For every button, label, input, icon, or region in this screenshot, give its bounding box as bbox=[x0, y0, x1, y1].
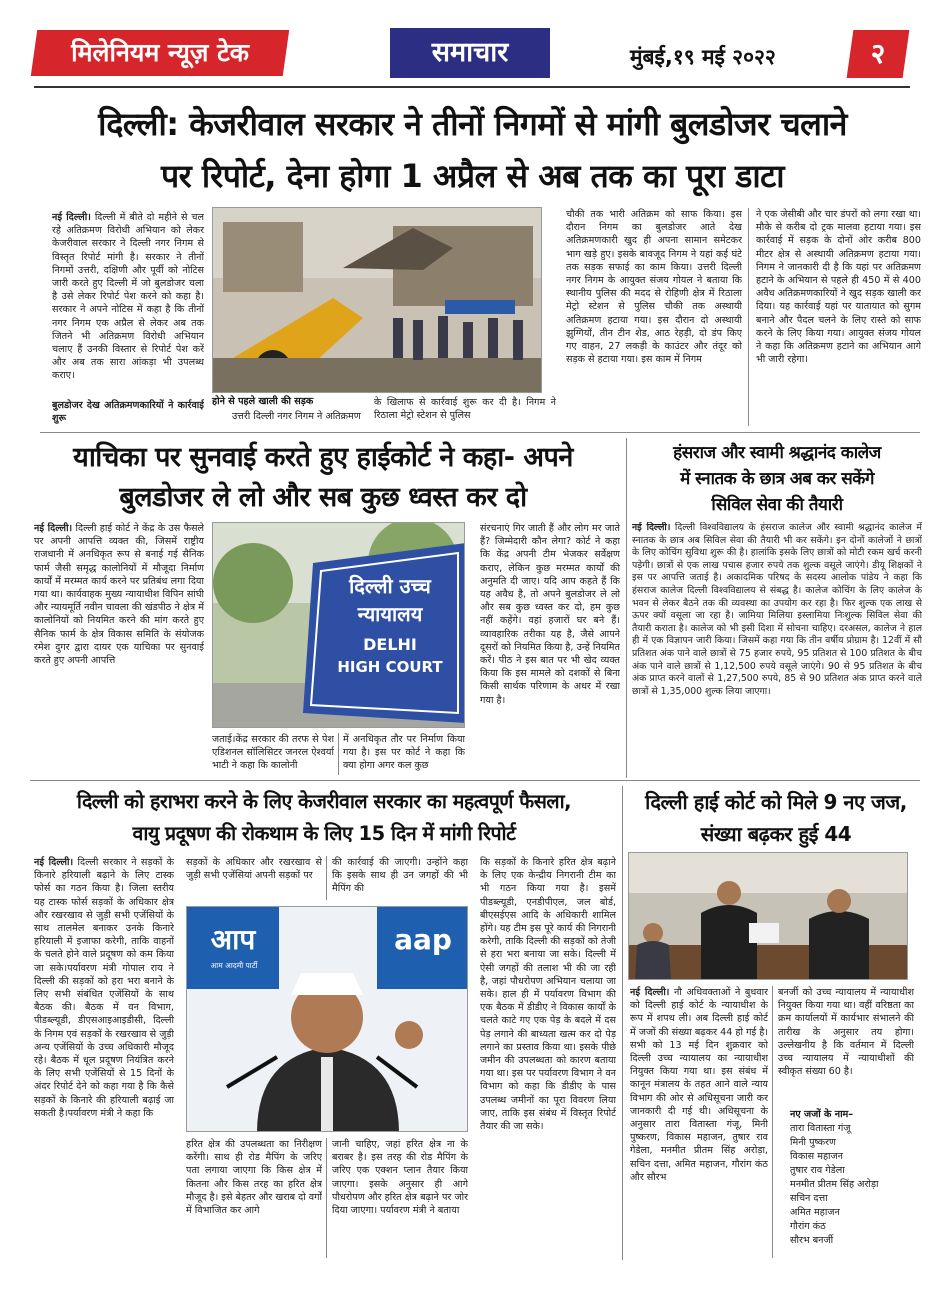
oath-ceremony-scene bbox=[629, 853, 908, 980]
story4-headline-line1: दिल्ली को हराभरा करने के लिए केजरीवाल सरकार का महत्वपूर्ण फैसला, bbox=[76, 790, 572, 813]
judge-name: तुषार राव गेडेला bbox=[790, 1165, 845, 1176]
story3-body bbox=[632, 522, 922, 776]
judge-name: विकास महाजन bbox=[790, 1151, 843, 1162]
story1-col4: ने एक जेसीबी और चार डंपरों को लगा रखा था। मौके से करीब दो ट्रक मालवा हटाया गया। इस कार्रवाई में सड़क के दोनों ओर करीब 800 मीटर क्षेत्र से अस्थायी अतिक्रमण हटाया गया। निगम ने जानकारी दी है कि यहां पर अतिक्रमण हटाने के अभियान से पहले ही 450 में से 400 अवैध अतिक्रमणकारियों ने खुद सड़क खाली कर दिया। यह कार्रवाई यहां पर यातायात को सुगम बनाने और पैदल चलने के लिए रास्ते को साफ करने के लिए किया गया। आयुक्त संजय गोयल ने कहा कि अतिक्रमण हटाने का अभियान आगे भी जारी रहेगा। bbox=[756, 209, 921, 366]
story3-headline-line1: हंसराज और स्वामी श्रद्धानंद कालेज bbox=[673, 443, 881, 463]
story4-divider-a bbox=[326, 856, 327, 900]
story1-headline-line1: दिल्ली: केजरीवाल सरकार ने तीनों निगमों से मांगी बुलडोजर चलाने bbox=[98, 105, 847, 143]
story4-col4: कि सड़कों के किनारे हरित क्षेत्र बढ़ाने के लिए एक केन्द्रीय निगरानी टीम का भी गठन किया गया है। इसमें पीडब्ल्यूडी, एनडीपीएल, जल बोर्ड, बीएसईएस आदि के अधिकारी शामिल होंगे। यह टीम इस पूरे कार्य की निगरानी करेगी, ताकि दिल्ली की सड़कों को तेजी से हरा भरा बनाया जा सके। दिल्ली में ऐसी जगहों की तलाश भी की जा रही है, जहां पौधरोपण अभियान चलाया जा सके। हाल ही में पर्यावरण विभाग की एक बैठक में डीडीए ने विकास कार्यों के चलते काटे गए एक पेड़ के बदले में दस पेड़ लगाने की बाध्यता खत्म कर दो पेड़ लगाने का प्रस्ताव किया था। इसके पीछे जमीन की उपलब्धता को कारण बताया गया था। इस पर पर्यावरण विभाग ने वन विभाग को कहा कि डीडीए के पास उपलब्ध जमीनों का पूरा विवरण लिया जाए, ताकि इस संबंध में विस्तृत रिपोर्ट तैयार की जा सके। bbox=[480, 857, 616, 1133]
story2-divider-mid bbox=[338, 733, 339, 775]
paper-name: मिलेनियम न्यूज़ टेक bbox=[71, 38, 249, 67]
story4-dateline: नई दिल्ली। bbox=[34, 857, 74, 868]
story4-headline-line2: वायु प्रदूषण की रोकथाम के लिए 15 दिन में मांगी रिपोर्ट bbox=[132, 822, 516, 845]
story5-col2: बनर्जी को उच्च न्यायालय में न्यायाधीश नियुक्त किया गया था। वहीं वरिष्ठता का क्रम कार्यालयों में कार्यभार संभालने की तारीख के अनुसार तय होगा। उल्लेखनीय है कि वर्तमान में दिल्ली उच्च न्यायालय में न्यायाधीशों की स्वीकृत संख्या 60 है। bbox=[778, 987, 914, 1078]
story2-story3-divider bbox=[626, 438, 627, 778]
story5-headline-line1: दिल्ली हाई कोर्ट को मिले 9 नए जज, bbox=[645, 790, 907, 814]
story4-col3-bottom: जानी चाहिए, जहां हरित क्षेत्र ना के बराबर है। इस तरह की रोड मैपिंग के जरिए एक एक्शन प्लान तैयार किया जाएगा। इसके अनुसार ही आगे पौधरोपण और हरित क्षेत्र बढ़ाने पर जोर दिया जाएगा। पर्यावरण मंत्री ने बताया bbox=[332, 1139, 468, 1217]
judge-name: अमित महाजन bbox=[790, 1207, 840, 1218]
story2-below-photo-b: में अनधिकृत तौर पर निर्माण किया गया है। इस पर कोर्ट ने कहा कि क्या होगा अगर कल कुछ bbox=[343, 734, 465, 772]
judge-name: तारा वितास्ता गंजू bbox=[790, 1123, 851, 1134]
story1-bottom-rule bbox=[40, 432, 920, 433]
judges-oath-photo bbox=[628, 852, 908, 980]
story3-body-text: दिल्ली विश्वविद्यालय के हंसराज कालेज और स्वामी श्रद्धानंद कालेज में स्नातक के छात्र अब सिविल सेवा की तैयारी भी कर सकेंगे। इन दोनों कालेजों ने छात्रों के लिए कोचिंग सुविधा शुरू की है। हालांकि इसके लिए छात्रों को मोटी रकम खर्च करनी पड़ेगी। छात्रों से एक लाख पचास हजार रुपये तक शुल्क वसूले जाएंगे। डीयू शिक्षकों ने इस पर आपत्ति जताई है। अकादमिक परिषद के सदस्य आलोक पांडेय ने कहा कि हंसराज कालेज दिल्ली विश्वविद्यालय से संबद्ध है। कालेज कोचिंग के लिए कालेज के भवन से लेकर बैठने तक की व्यवस्था का उपयोग कर रहा है। फिर शुल्क एक लाख से ऊपर क्यों वसूला जा रहा है। जामिया मिलिया इस्लामिया निःशुल्क सिविल सेवा की तैयारी कराता है। कालेज को भी इसी दिशा में सोचना चाहिए। दरअसल, कालेज ने हाल ही में एक विज्ञापन जारी किया। जिसमें कहा गया कि तीन वर्षीय प्रोग्राम है। 12वीं में सौ प्रतिशत अंक पाने वाले छात्रों से 75 हजार रुपये, 95 प्रतिशत से 100 प्रतिशत के बीच अंक पाने वाले छात्रों से 1,12,500 रुपये वसूले जाएंगे। 90 से 95 प्रतिशत के बीच अंक प्राप्त करने वालों से 1,27,500 रुपये, 85 से 90 प्रतिशत अंक प्राप्त करने वाले छात्रों से 1,35,000 शुल्क लिया जाएगा। bbox=[632, 522, 922, 697]
story1-col1-tail: बुलडोजर देख अतिक्रमणकारियों ने कार्रवाई शुरू bbox=[52, 400, 204, 425]
story4-col3-top: की कार्रवाई की जाएगी। उन्होंने कहा कि इसके साथ ही उन जगहों की भी मैपिंग की bbox=[332, 857, 468, 895]
aap-board-left: आप bbox=[210, 923, 256, 956]
story1-col1 bbox=[52, 211, 204, 387]
story4-col1-text: दिल्ली सरकार ने सड़कों के किनारे हरियाली बढ़ाने के लिए टास्क फोर्स का गठन किया है। जिला स्तरीय यह टास्क फोर्स सड़कों के अधिकार क्षेत्र और रखरखाव से जुड़ी सभी एजेंसियों के साथ तालमेल बनाकर उनके किनारे हरियाली में इजाफा करेगी, ताकि वाहनों के चलते होने वाले प्रदूषण को कम किया जा सके।पर्यावरण मंत्री गोपाल राय ने दिल्ली की सड़कों को हरा भरा बनाने के लिए सभी संबंधित एजेंसियों के साथ बैठक की। बैठक में वन विभाग, पीडब्ल्यूडी, डीएसआइआइडीसी, दिल्ली के निगम एवं सड़कों के रखरखाव से जुड़ी अन्य एजेंसियों के उच्च अधिकारी मौजूद रहे। बैठक में धूल प्रदूषण नियंत्रित करने के लिए सभी एजेंसियों से 15 दिनों के अंदर रिपोर्ट देने को कहा गया है कि कैसे सड़कों के किनारे की हरियाली बढ़ाई जा सकती है।पर्यावरण मंत्री ने कहा कि bbox=[34, 857, 174, 1119]
story2-col4: संरचनाएं गिर जाती हैं और लोग मर जाते हैं? जिम्मेदारी कौन लेगा? कोर्ट ने कहा कि केंद्र अपनी टीम भेजकर सर्वेक्षण कराए, लेकिन कुछ मरम्मत कार्यों की अनुमति दी जाए। यदि आप कहते हैं कि यह अवैध है, तो अपने बुलडोजर ले लो और सब कुछ ध्वस्त कर दो, हम कुछ नहीं कहेंगे। वहां हजारों घर बने हैं। व्यावहारिक तरीका यह है, जैसे आपने दूसरों को नियमित किया है, उन्हें नियमित करें। पीठ ने इस बात पर भी खेद व्यक्त किया कि इस मामले को दशकों से बिना किसी सार्थक परिणाम के अधर में रखा गया है। bbox=[480, 523, 620, 706]
story1-divider-right bbox=[748, 208, 749, 426]
story1-photo-below: उत्तरी दिल्ली नगर निगम ने अतिक्रमण bbox=[232, 411, 361, 422]
judge-name: गौरांग कंठ bbox=[790, 1221, 826, 1232]
story4-col2-bottom: हरित क्षेत्र की उपलब्धता का निरीक्षण करेंगी। साथ ही रोड मैपिंग के जरिए पता लगाया जाएगा कि किस क्षेत्र में कितना और किस तरह का हरित क्षेत्र मौजूद है। इसे बेहतर और खराब दो वर्गों में विभाजित कर आगे bbox=[186, 1139, 322, 1217]
story5-col1 bbox=[630, 986, 768, 1258]
story2-col1 bbox=[34, 522, 204, 776]
story1-mid-below: के खिलाफ से कार्रवाई शुरू कर दी है। निगम ने रिठाला मेट्रो स्टेशन से पुलिस bbox=[374, 397, 556, 422]
page-number: २ bbox=[870, 37, 886, 70]
bulldozer-photo bbox=[212, 207, 542, 393]
story2-dateline: नई दिल्ली। bbox=[34, 523, 73, 534]
story4-divider-b bbox=[326, 1138, 327, 1258]
story3-headline-line2: में स्नातक के छात्र अब कर सकेंगे bbox=[680, 469, 874, 489]
story5-col1-text: नौ अधिवक्ताओं ने बुधवार को दिल्ली हाई कोर्ट के न्यायाधीश के रूप में शपथ ली। अब दिल्ली हाई कोर्ट में जजों की संख्या बढ़कर 44 हो गई है। सभी को 13 मई दिन शुक्रवार को दिल्ली उच्च न्यायालय का न्यायाधीश नियुक्त किया गया था। इस संबंध में कानून मंत्रालय के तहत आने वाले न्याय विभाग की ओर से अधिसूचना जारी कर जानकारी दी गई थी। अधिसूचना के अनुसार तारा वितास्ता गंजू, मिनी पुष्करण, विकास महाजन, तुषार राव गेडेला, मनमीत प्रीतम सिंह अरोड़ा, सचिन दत्ता, अमित महाजन, गौरांग कंठ और सौरभ bbox=[630, 987, 768, 1183]
sign-line-hindi-1: दिल्ली उच्च bbox=[349, 574, 431, 598]
minister-press-photo bbox=[186, 906, 468, 1132]
story1-photo-caption: होने से पहले खाली की सड़क bbox=[212, 396, 314, 407]
aap-board-right: aap bbox=[394, 923, 452, 956]
sign-line-english-1: DELHI bbox=[363, 635, 417, 654]
story1-dateline: नई दिल्ली। bbox=[52, 212, 91, 223]
bulldozer-scene-icon bbox=[213, 208, 542, 393]
story2-headline-line1: याचिका पर सुनवाई करते हुए हाईकोर्ट ने कहा- अपने bbox=[73, 442, 573, 473]
story2-headline-line2: बुलडोजर ले लो और सब कुछ ध्वस्त कर दो bbox=[119, 482, 527, 513]
story3-headline-line3: सिविल सेवा की तैयारी bbox=[711, 495, 843, 515]
judges-list bbox=[790, 1108, 918, 1248]
judge-name: सचिन दत्ता bbox=[790, 1193, 828, 1204]
story5-headline-line2: संख्या बढ़कर हुई 44 bbox=[700, 822, 852, 846]
masthead-rule bbox=[34, 86, 910, 88]
story5-dateline: नई दिल्ली। bbox=[630, 987, 670, 998]
aap-board-sub: आम आदमी पार्टी bbox=[210, 961, 258, 970]
date-line: मुंबई,१९ मई २०२२ bbox=[630, 45, 776, 69]
story4-story5-divider bbox=[622, 786, 623, 1260]
judge-name: मिनी पुष्करण bbox=[790, 1137, 836, 1148]
story3-dateline: नई दिल्ली। bbox=[632, 522, 671, 533]
story5-divider bbox=[772, 986, 773, 1258]
high-court-photo bbox=[212, 522, 465, 728]
judges-list-title: नए जजों के नाम– bbox=[790, 1109, 854, 1120]
sign-line-english-2: HIGH COURT bbox=[337, 658, 443, 676]
judge-name: मनमीत प्रीतम सिंह अरोड़ा bbox=[790, 1179, 879, 1190]
story1-col3: चौकी तक भारी अतिक्रम को साफ किया। इस दौरान निगम का बुलडोजर आते देख अतिक्रमणकारी खुद ही अपना सामान समेटकर भाग खड़े हुए। इसके बावजूद निगम ने यहां कई घंटे तक सड़क सफाई का काम किया। उत्तरी दिल्ली नगर निगम के आयुक्त संजय गोयल ने बताया कि स्थानीय पुलिस की मदद से रोहिणी क्षेत्र में रिठाला मेट्रो स्टेशन से पुलिस चौकी तक अस्थायी अतिक्रमण हटाया गया। इस दौरान दो अस्थायी झुग्गियों, तीन टीन शेड, आठ रेहड़ी, दो डंप किए गए वाहन, 27 लकड़ी के काउंटर और तंदूर को सड़क से हटाया गया। इस काम में निगम bbox=[566, 209, 742, 366]
story2-col1-text: दिल्ली हाई कोर्ट ने केंद्र के उस फैसले पर अपनी आपत्ति व्यक्त की, जिसमें राष्ट्रीय राजधानी में अनधिकृत रूप से बनाई गई सैनिक फार्म जैसी समृद्ध कालोनियों में मौजूदा निर्माण कार्यों में मरम्मत कार्य करने पर प्रतिबंध लगा दिया गया था। कार्यवाहक मुख्य न्यायाधीश विपिन सांघी और न्यायमूर्ति नवीन चावला की खंडपीठ ने क्षेत्र में कालोनियों को नियमित करने की मांग करते हुए सैनिक फार्म के क्षेत्र विकास समिति के संयोजक रमेश दुगर द्वारा दायर एक याचिका पर सुनवाई करते हुए अपनी आपत्ति bbox=[34, 523, 204, 667]
judge-name: सौरभ बनर्जी bbox=[790, 1235, 834, 1246]
story1-col1-text: दिल्ली में बीते दो महीने से चल रहे अतिक्रमण विरोधी अभियान को लेकर केजरीवाल सरकार ने दिल्ली नगर निगम से विस्तृत रिपोर्ट मांगी है। सरकार ने तीनों निगमों उत्तरी, दक्षिणी और पूर्वी को नोटिस जारी करते हुए दिल्ली में जो बुलडोजर चला है उसे लेकर रिपोर्ट पेश करने को कहा है। सरकार ने अपने नोटिस में कहा है कि तीनों नगर निगम एक अप्रैल से लेकर अब तक जितने भी अतिक्रमण विरोधी अभियान चलाए हैं उनकी विस्तार से रिपोर्ट पेश करें और अब तक सारा आंकड़ा भी उपलब्ध कराए। bbox=[52, 212, 204, 382]
story2-bottom-rule bbox=[30, 780, 920, 781]
sign-line-hindi-2: न्यायालय bbox=[357, 602, 423, 626]
story1-headline-line2: पर रिपोर्ट, देना होगा 1 अप्रैल से अब तक का पूरा डाटा bbox=[160, 157, 785, 195]
masthead bbox=[0, 0, 945, 88]
section-title: समाचार bbox=[431, 37, 509, 68]
story4-col2-top: सड़कों के अधिकार और रखरखाव से जुड़ी सभी एजेंसियां अपनी सड़कों पर bbox=[186, 857, 322, 882]
story2-below-photo-a: जताई।केंद्र सरकार की तरफ से पेश एडिशनल सॉलिसिटर जनरल ऐश्वर्या भाटी ने कहा कि कालोनी bbox=[212, 734, 334, 772]
story4-col1 bbox=[34, 856, 174, 1258]
